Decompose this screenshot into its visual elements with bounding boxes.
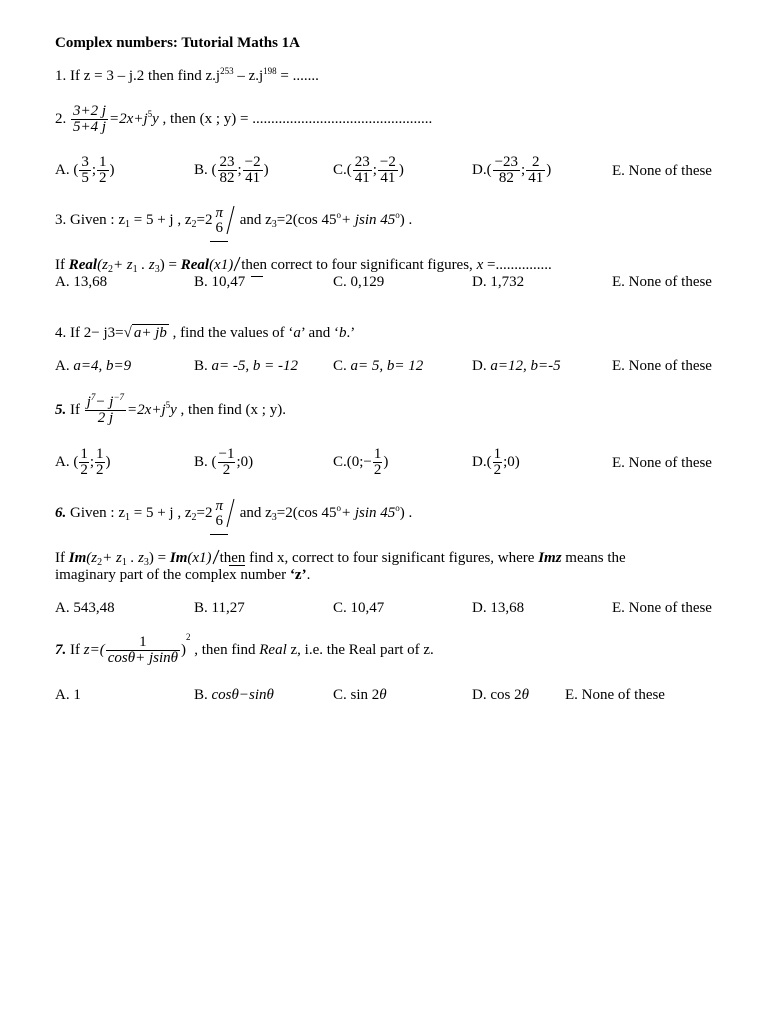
q7-number: 7.: [55, 642, 67, 658]
q3-equals: ) =: [159, 257, 181, 273]
q3-x: x: [476, 257, 484, 273]
q2-equation-end: y: [152, 111, 159, 127]
q3-pi-over-6: [213, 206, 225, 236]
q5-option-b-close: ): [248, 454, 254, 470]
q7-option-c: [333, 686, 387, 704]
q3-angle: [212, 203, 236, 238]
q3-l2-sub-2: 2: [107, 264, 113, 275]
q2-option-a: [55, 153, 115, 187]
q6-condition: [55, 548, 626, 567]
q3-z2: (z: [97, 257, 108, 273]
q6-option-c: C. 10,47: [333, 600, 385, 616]
q6-number: 6.: [55, 505, 67, 521]
q6-option-a: A. 543,48: [55, 600, 115, 616]
q3-option-c: C. 0,129: [333, 274, 385, 290]
q5-option-a-mid: ;: [89, 454, 95, 470]
q2-equation: =2x+j: [109, 111, 148, 127]
q5-option-e: E. None of these: [612, 455, 712, 471]
q4-text-a: 4. If 2− j3=: [55, 325, 124, 341]
q6-x1: (x1): [187, 550, 212, 566]
q3-condition: [55, 255, 552, 274]
q6-sub-1: 1: [124, 512, 130, 523]
q2-option-a-frac2: [97, 155, 109, 186]
q2-option-c-sep: ;: [372, 162, 377, 178]
q1-number: 1.: [55, 68, 67, 84]
q6-l2-sub-1: 1: [121, 557, 127, 568]
q6-text-4: =2(cos 45: [276, 505, 337, 521]
q6-option-d: D. 13,68: [472, 600, 525, 616]
q2-fraction-den: 5+4 j: [73, 119, 107, 136]
q2-option-a-d2: 2: [99, 170, 107, 187]
q5-option-c-open: (0;−: [346, 454, 372, 470]
q6-angle: [212, 496, 236, 531]
q6-pi: π: [215, 497, 223, 514]
question-4: [55, 324, 355, 342]
q4-var-b: b: [338, 325, 347, 341]
q3-degree-1: o: [336, 210, 341, 220]
q2-option-d-close: ): [546, 162, 552, 178]
q5-option-b: [194, 445, 253, 479]
q4-option-b-label: B.: [194, 358, 212, 374]
q6-angle-slash-icon: [226, 497, 236, 531]
q4-option-c: [333, 357, 423, 375]
q2-option-e: E. None of these: [612, 163, 712, 179]
q3-answer-blank: =...............: [483, 257, 552, 273]
q2-option-d-n1: −23: [494, 154, 519, 171]
q7-option-d-theta: θ: [521, 687, 529, 703]
q2-option-d-n2: 2: [526, 155, 545, 171]
question-2: [55, 102, 432, 136]
q7-tail-2: z, i.e. the Real part of z.: [286, 642, 434, 658]
q7-fraction-num: 1: [106, 635, 180, 651]
q3-angle-bar: [210, 241, 228, 242]
q6-z3: . z: [126, 550, 144, 566]
q5-option-c-label: C.: [333, 454, 347, 470]
q6-z1: + z: [102, 550, 122, 566]
q3-text-6: ) .: [399, 212, 413, 228]
q6-im-1: Im: [68, 550, 87, 566]
q2-option-b-close: ): [263, 162, 269, 178]
q1-text-c: = .......: [276, 68, 319, 84]
q5-option-a-f2n: 1: [96, 446, 104, 463]
q6-text-5: + jsin 45: [341, 505, 396, 521]
q5-option-d-frac1: [493, 447, 503, 478]
q2-option-b: [194, 153, 269, 187]
q5-option-d-f1n: 1: [493, 446, 502, 463]
q7-if: If: [66, 642, 84, 658]
q5-option-b-f1d: 2: [222, 462, 231, 479]
q6-text-1: = 5 + j , z: [129, 505, 192, 521]
q1-text-b: – z.j: [233, 68, 264, 84]
q5-equation-end: y: [170, 402, 177, 418]
q5-fraction-num: [85, 392, 126, 411]
q4-option-d-value: a=12, b=-5: [490, 358, 561, 374]
q5-option-d-f1d: 2: [493, 462, 502, 479]
q3-option-b: B. 10,47: [194, 274, 246, 290]
q6-z: ‘z’: [289, 567, 307, 583]
q5-option-c-frac1: [373, 447, 383, 478]
q5-option-a-f2d: 2: [96, 462, 104, 479]
sqrt-icon: √: [123, 325, 132, 341]
q5-option-a-close: ): [105, 454, 111, 470]
q2-tail: , then (x ; y) = ................................................: [158, 111, 433, 127]
q2-option-a-d1: 5: [81, 170, 89, 187]
q5-if: If: [66, 402, 80, 418]
question-3: [55, 203, 412, 238]
q2-option-d: [472, 153, 551, 187]
q4-option-d: [472, 357, 561, 375]
q4-option-b-value: a= -5, b = -12: [211, 358, 298, 374]
q2-option-a-sep: ;: [91, 162, 96, 178]
q3-if: If: [55, 257, 69, 273]
q7-close: ): [181, 642, 186, 658]
q2-fraction-num: 3+2 j: [73, 103, 107, 120]
q1-text-a: If z = 3 – j.2 then find z.j: [70, 68, 221, 84]
q5-option-d-open: (: [486, 454, 492, 470]
q7-option-b-value: cosθ−sinθ: [211, 687, 274, 703]
q3-x1-slash-icon: [233, 255, 241, 273]
q3-l2-sub-1: 1: [132, 264, 138, 275]
q2-option-b-d2: 41: [245, 170, 261, 187]
q5-j-2: − j: [95, 394, 114, 411]
q3-angle-slash-icon: [226, 204, 236, 238]
q3-x1-bar: [251, 276, 263, 277]
q1-exponent-2: 198: [263, 66, 277, 76]
q6-z2: (z: [86, 550, 98, 566]
q7-option-a: A. 1: [55, 687, 81, 703]
q6-text-2: =2: [196, 505, 213, 521]
q7-fraction: [106, 635, 180, 666]
q2-option-d-d1: 82: [498, 170, 514, 187]
q5-option-a-open: (: [73, 454, 79, 470]
q5-option-c-f1n: 1: [373, 446, 382, 463]
q4-text-b: , find the values of ‘: [168, 325, 294, 341]
q5-fraction: [85, 392, 126, 427]
q5-option-b-f1n: −1: [218, 446, 235, 463]
q4-option-a-label: A.: [55, 358, 74, 374]
q4-option-c-label: C.: [333, 358, 351, 374]
q6-period: .: [306, 567, 311, 583]
q2-option-d-label: D.(: [472, 162, 492, 178]
q3-lead: 3. Given : z: [55, 212, 125, 228]
q2-option-b-n1: 23: [219, 154, 235, 171]
q6-imaginary-part-text: imaginary part of the complex number: [55, 567, 290, 583]
q3-real-2: Real: [180, 257, 210, 273]
q6-condition-line-2: [55, 566, 310, 584]
q3-option-e: E. None of these: [612, 274, 712, 290]
q3-six: 6: [215, 219, 223, 236]
q2-option-b-n2: −2: [244, 154, 261, 171]
q5-option-d-mid: ;0: [503, 454, 515, 470]
q3-x1: (x1): [209, 257, 234, 273]
q7-option-b: [194, 686, 274, 704]
q7-option-e: E. None of these: [565, 687, 665, 703]
q2-option-c: [333, 153, 404, 187]
q7-exponent: 2: [186, 632, 191, 642]
q3-sub-3: 3: [271, 219, 277, 230]
q5-option-a-f1d: 2: [80, 462, 88, 479]
q2-option-c-d1: 41: [354, 170, 370, 187]
q5-option-a-frac2: [95, 447, 105, 478]
q3-sub-2: 2: [191, 219, 197, 230]
q5-option-b-open: (: [211, 454, 217, 470]
q5-option-b-mid: ;0: [236, 454, 249, 470]
q5-option-a-frac1: [79, 447, 89, 478]
q5-option-b-label: B.: [194, 454, 212, 470]
q4-option-b: [194, 357, 298, 375]
q5-exponent: 5: [165, 400, 171, 410]
q2-option-c-label: C.(: [333, 162, 352, 178]
q3-option-a: A. 13,68: [55, 274, 108, 290]
q6-if: If: [55, 550, 69, 566]
q2-option-d-frac1: [493, 155, 520, 186]
q2-option-a-n2: 1: [99, 154, 107, 171]
q3-l2-sub-3: 3: [154, 264, 160, 275]
q7-option-c-theta: θ: [379, 687, 387, 703]
q6-lead: Given : z: [66, 505, 125, 521]
q7-option-c-label: C. sin 2: [333, 687, 380, 703]
q6-sub-3: 3: [271, 512, 277, 523]
q7-tail-1: , then find: [190, 642, 260, 658]
q2-fraction: [71, 104, 108, 135]
q2-number: 2.: [55, 111, 67, 127]
q2-option-d-frac2: [526, 155, 545, 186]
q4-option-a-value: a=4, b=9: [73, 358, 132, 374]
q4-text-d: .’: [346, 325, 356, 341]
q5-option-a-label: A.: [55, 454, 74, 470]
q3-text-2: =2: [196, 212, 213, 228]
q4-root: a+ jb: [133, 325, 167, 341]
q2-option-c-close: ): [398, 162, 404, 178]
q2-option-b-label: B. (: [194, 162, 217, 178]
q4-option-c-value: a= 5, b= 12: [350, 358, 424, 374]
q2-option-d-sep: ;: [521, 162, 526, 178]
q2-option-c-n1: 23: [354, 154, 370, 171]
q6-sub-2: 2: [191, 512, 197, 523]
q6-l2-sub-2: 2: [97, 557, 103, 568]
q3-condition-text: then correct to four significant figures,: [241, 257, 477, 273]
q6-degree-2: o: [395, 503, 400, 513]
q2-option-b-frac1: [218, 155, 237, 186]
q3-text-4: =2(cos 45: [276, 212, 337, 228]
q3-text-1: = 5 + j , z: [129, 212, 192, 228]
q6-condition-text: then find x, correct to four significant figures, where: [219, 550, 539, 566]
q6-option-e: E. None of these: [612, 600, 712, 616]
q5-fraction-den: 2 j: [97, 410, 114, 427]
q2-option-a-close: ): [109, 162, 115, 178]
q5-exp-2: −7: [113, 392, 125, 403]
q2-option-c-d2: 41: [380, 170, 396, 187]
q2-option-a-label: A. (: [55, 162, 79, 178]
q5-option-c-close: ): [383, 454, 389, 470]
q7-option-b-label: B.: [194, 687, 212, 703]
q7-option-d: [472, 686, 529, 704]
q5-option-b-frac1: [218, 447, 236, 478]
q2-option-c-frac1: [353, 155, 372, 186]
q3-sub-1: 1: [124, 219, 130, 230]
q6-equals: ) =: [148, 550, 170, 566]
q2-option-c-n2: −2: [379, 154, 396, 171]
q5-option-a-f1n: 1: [80, 446, 88, 463]
q6-text-3: and z: [239, 505, 272, 521]
q5-option-d: [472, 445, 520, 479]
q5-option-a: [55, 445, 111, 479]
page-title: Complex numbers: Tutorial Maths 1A: [55, 35, 301, 51]
q7-option-d-label: D. cos 2: [472, 687, 522, 703]
q3-x1-angle: [209, 255, 241, 274]
q3-z3: . z: [137, 257, 155, 273]
q6-six: 6: [215, 512, 223, 529]
q6-l2-sub-3: 3: [143, 557, 149, 568]
q2-option-b-frac2: [243, 155, 263, 186]
q5-exp-1: 7: [90, 392, 96, 403]
question-7: [55, 633, 434, 667]
q6-text-6: ) .: [399, 505, 413, 521]
q6-means: means the: [561, 550, 626, 566]
q7-fraction-den: cosθ+ jsinθ: [107, 650, 178, 667]
q3-degree-2: o: [395, 210, 400, 220]
q4-option-a: [55, 357, 131, 375]
q4-option-e: E. None of these: [612, 358, 712, 374]
q6-degree-1: o: [336, 503, 341, 513]
q5-tail: , then find (x ; y).: [176, 402, 286, 418]
q6-option-b: B. 11,27: [194, 600, 245, 616]
q4-var-a: a: [293, 325, 301, 341]
q2-option-b-sep: ;: [237, 162, 242, 178]
q7-real: Real: [259, 642, 287, 658]
q6-x1-slash-icon: [212, 548, 220, 566]
q2-option-c-frac2: [378, 155, 398, 186]
q3-text-5: + jsin 45: [341, 212, 396, 228]
q5-option-c: [333, 445, 388, 479]
q3-z1: + z: [112, 257, 133, 273]
q3-real-1: Real: [68, 257, 98, 273]
q3-pi: π: [215, 204, 223, 221]
q5-option-d-close: ): [514, 454, 520, 470]
q5-option-c-f1d: 2: [373, 462, 382, 479]
q6-im-2: Im: [169, 550, 188, 566]
q3-option-d: D. 1,732: [472, 274, 525, 290]
q6-angle-bar: [210, 534, 228, 535]
q2-exponent: 5: [147, 109, 153, 119]
question-5: [55, 393, 286, 427]
q2-option-a-frac1: [79, 155, 91, 186]
q5-equation: =2x+j: [127, 402, 166, 418]
q5-j-1: j: [86, 394, 91, 411]
q2-option-d-d2: 41: [528, 170, 544, 187]
q4-option-d-label: D.: [472, 358, 491, 374]
question-1: [55, 67, 319, 85]
q6-imz: Imz: [538, 550, 562, 566]
q1-exponent-1: 253: [220, 66, 234, 76]
q5-number: 5.: [55, 402, 67, 418]
q5-option-d-label: D.: [472, 454, 487, 470]
q7-z-open: z=(: [83, 642, 105, 658]
q3-text-3: and z: [239, 212, 272, 228]
q6-pi-over-6: [213, 499, 225, 529]
question-6: [55, 496, 412, 531]
q4-text-c: ’ and ‘: [300, 325, 339, 341]
q2-option-a-n1: 3: [81, 154, 89, 171]
q6-x1-angle: [187, 548, 219, 567]
q2-option-b-d1: 82: [219, 170, 235, 187]
